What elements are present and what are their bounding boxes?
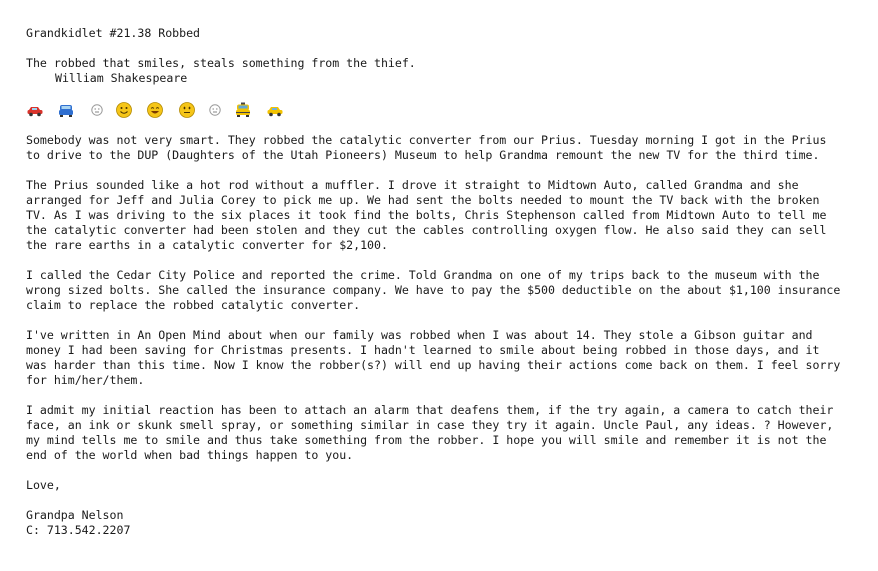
smiling-face-icon: [115, 101, 133, 119]
paragraph-1-line-2: to drive to the DUP (Daughters of the Utah Pioneers) Museum to help Grandma remount the new TV for the third time.: [26, 148, 820, 162]
paragraph-2-line-1: The Prius sounded like a hot rod without a muffler. I drove it straight to Midtown Auto, called Grandma and she: [26, 178, 799, 192]
paragraph-5-line-1: I admit my initial reaction has been to attach an alarm that deafens them, if the try again, a camera to catch their: [26, 403, 834, 417]
paragraph-2-line-5: the rare earths in a catalytic converter for $2,100.: [26, 238, 388, 252]
taxi-icon: [234, 101, 252, 119]
signature-name: Grandpa Nelson: [26, 508, 124, 522]
paragraph-2-line-3: TV. As I was driving to the six places it took find the bolts, Chris Stephenson called from Midtown Auto to tell me: [26, 208, 827, 222]
paragraph-4-line-3: was harder than this time. Now I know the robber(s?) will end up having their actions come back on them. I feel sorry: [26, 358, 841, 372]
grinning-face-icon: [146, 101, 164, 119]
sleepy-face-icon: [88, 101, 106, 119]
quote-text: The robbed that smiles, steals something from the thief.: [26, 56, 416, 70]
sleepy-face-icon: [206, 101, 224, 119]
paragraph-4-line-2: money I had been saving for Christmas presents. I hadn't learned to smile about being robbed in those days, and it: [26, 343, 820, 357]
emoji-row: [26, 101, 326, 119]
paragraph-2-line-4: the catalytic converter had been stolen and they cut the cables controlling oxygen flow. He also said they can sell: [26, 223, 827, 237]
paragraph-4-line-1: I've written in An Open Mind about when our family was robbed when I was about 14. They stole a Gibson guitar and: [26, 328, 813, 342]
paragraph-2-line-2: arranged for Jeff and Julia Corey to pick me up. We had sent the bolts needed to mount the TV back with the broken: [26, 193, 820, 207]
paragraph-3-line-1: I called the Cedar City Police and reported the crime. Told Grandma on one of my trips back to the museum with the: [26, 268, 820, 282]
paragraph-4-line-4: for him/her/them.: [26, 373, 145, 387]
paragraph-1-line-1: Somebody was not very smart. They robbed the catalytic converter from our Prius. Tuesday morning I got in the Prius: [26, 133, 827, 147]
paragraph-5-line-4: end of the world when bad things happen to you.: [26, 448, 354, 462]
paragraph-5-line-3: my mind tells me to smile and thus take something from the robber. I hope you will smile and remember it is not the: [26, 433, 827, 447]
document-title: Grandkidlet #21.38 Robbed: [26, 26, 201, 40]
red-car-icon: [26, 101, 44, 119]
paragraph-3-line-2: wrong sized bolts. She called the insurance company. We have to pay the $500 deductible on the about $1,100 insurance: [26, 283, 841, 297]
closing: Love,: [26, 478, 61, 492]
blue-car-icon: [57, 101, 75, 119]
signature-phone: C: 713.542.2207: [26, 523, 131, 537]
paragraph-3-line-3: claim to replace the robbed catalytic converter.: [26, 298, 361, 312]
yellow-car-icon: [266, 101, 284, 119]
neutral-face-icon: [178, 101, 196, 119]
paragraph-5-line-2: face, an ink or skunk smell spray, or something similar in case they try it again. Uncle Paul, any ideas. ? However,: [26, 418, 834, 432]
quote-author: William Shakespeare: [55, 71, 188, 85]
